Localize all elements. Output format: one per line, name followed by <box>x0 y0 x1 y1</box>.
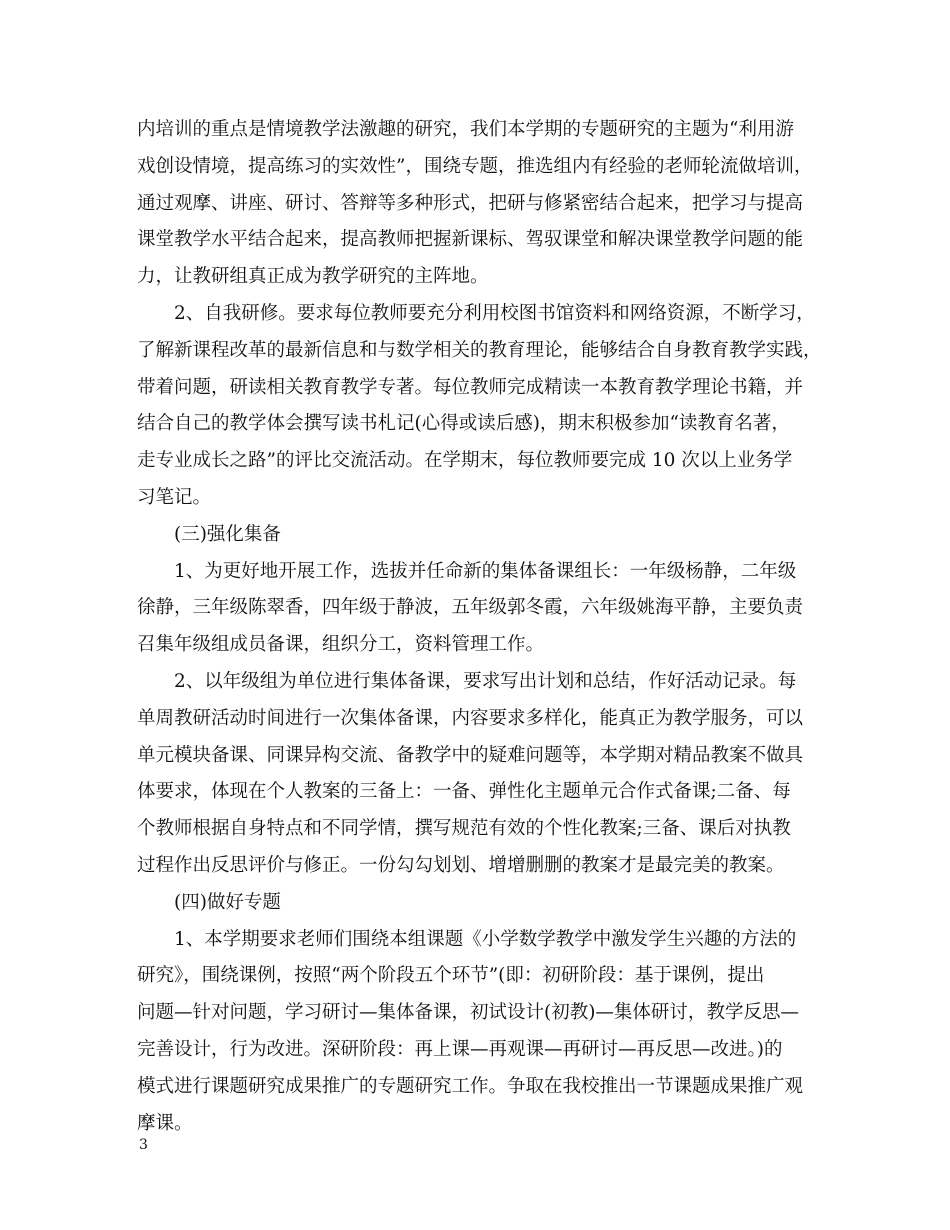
text-line: 课堂教学水平结合起来，提高教师把握新课标、驾驭课堂和解决课堂教学问题的能 <box>137 229 804 251</box>
text-line: 力，让教研组真正成为教学研究的主阵地。 <box>137 266 489 288</box>
text-line: 摩课。 <box>137 1112 193 1134</box>
section-heading-special-topics <box>137 885 817 922</box>
text-line: 体要求，体现在个人教案的三备上：一备、弹性化主题单元合作式备课;二备、每 <box>137 781 791 803</box>
text-line: 召集年级组成员备课，组织分工，资料管理工作。 <box>137 634 545 656</box>
text-line: 1、本学期要求老师们围绕本组课题《小学数学教学中激发学生兴趣的方法的 <box>137 928 797 950</box>
text-line: 完善设计，行为改进。深研阶段：再上课—再观课—再研讨—再反思—改进。)的 <box>137 1038 783 1060</box>
text-line: 习笔记。 <box>137 486 212 508</box>
paragraph-group-leaders <box>137 554 817 664</box>
paragraph-self-study <box>137 296 822 517</box>
text-line: 模式进行课题研究成果推广的专题研究工作。争取在我校推出一节课题成果推广观 <box>137 1075 804 1097</box>
paragraph-teaching-research-focus <box>137 112 817 296</box>
text-line: 问题—针对问题，学习研讨—集体备课，初试设计(初教)—集体研讨，教学反思— <box>137 1002 799 1024</box>
text-line: 2、自我研修。要求每位教师要充分利用校图书馆资料和网络资源，不断学习， <box>137 302 815 324</box>
text-line: 带着问题，研读相关教育教学专著。每位教师完成精读一本教育教学理论书籍，并 <box>137 376 804 398</box>
section-heading-collective-prep <box>137 517 817 554</box>
text-line: 内培训的重点是情境教学法激趣的研究，我们本学期的专题研究的主题为“利用游 <box>137 119 794 140</box>
text-line: 通过观摩、讲座、研讨、答辩等多种形式，把研与修紧密结合起来，把学习与提高 <box>137 192 804 214</box>
text-line: 个教师根据自身特点和不同学情，撰写规范有效的个性化教案;三备、课后对执教 <box>137 818 791 840</box>
text-line: 戏创设情境，提高练习的实效性”，围绕专题，推选组内有经验的老师轮流做培训， <box>137 155 813 177</box>
paragraph-collective-lesson-prep <box>137 664 817 885</box>
paragraph-research-project <box>137 922 817 1143</box>
heading-line: (三)强化集备 <box>137 523 281 545</box>
text-line: 1、为更好地开展工作，选拔并任命新的集体备课组长：一年级杨静，二年级 <box>137 560 797 582</box>
text-line: 单元模块备课、同课异构交流、备教学中的疑难问题等，本学期对精品教案不做具 <box>137 744 804 766</box>
page-number: 3 <box>139 1137 148 1153</box>
text-line: 结合自己的教学体会撰写读书札记(心得或读后感)，期末积极参加“读教育名著， <box>137 413 790 435</box>
text-line: 过程作出反思评价与修正。一份勾勾划划、增增删删的教案才是最完美的教案。 <box>137 854 785 876</box>
text-line: 2、以年级组为单位进行集体备课，要求写出计划和总结，作好活动记录。每 <box>137 670 797 692</box>
text-line: 单周教研活动时间进行一次集体备课，内容要求多样化，能真正为教学服务，可以 <box>137 707 804 729</box>
text-line: 徐静，三年级陈翠香，四年级于静波，五年级郭冬霞，六年级姚海平静，主要负责 <box>137 597 804 619</box>
heading-line: (四)做好专题 <box>137 891 281 913</box>
text-line: 研究》，围绕课例，按照“两个阶段五个环节”(即：初研阶段：基于课例，提出 <box>137 965 765 987</box>
text-line: 走专业成长之路”的评比交流活动。在学期末，每位教师要完成 10 次以上业务学 <box>137 450 793 472</box>
text-line: 了解新课程改革的最新信息和与数学相关的教育理论，能够结合自身教育教学实践， <box>137 339 822 361</box>
body-text <box>137 112 822 1142</box>
